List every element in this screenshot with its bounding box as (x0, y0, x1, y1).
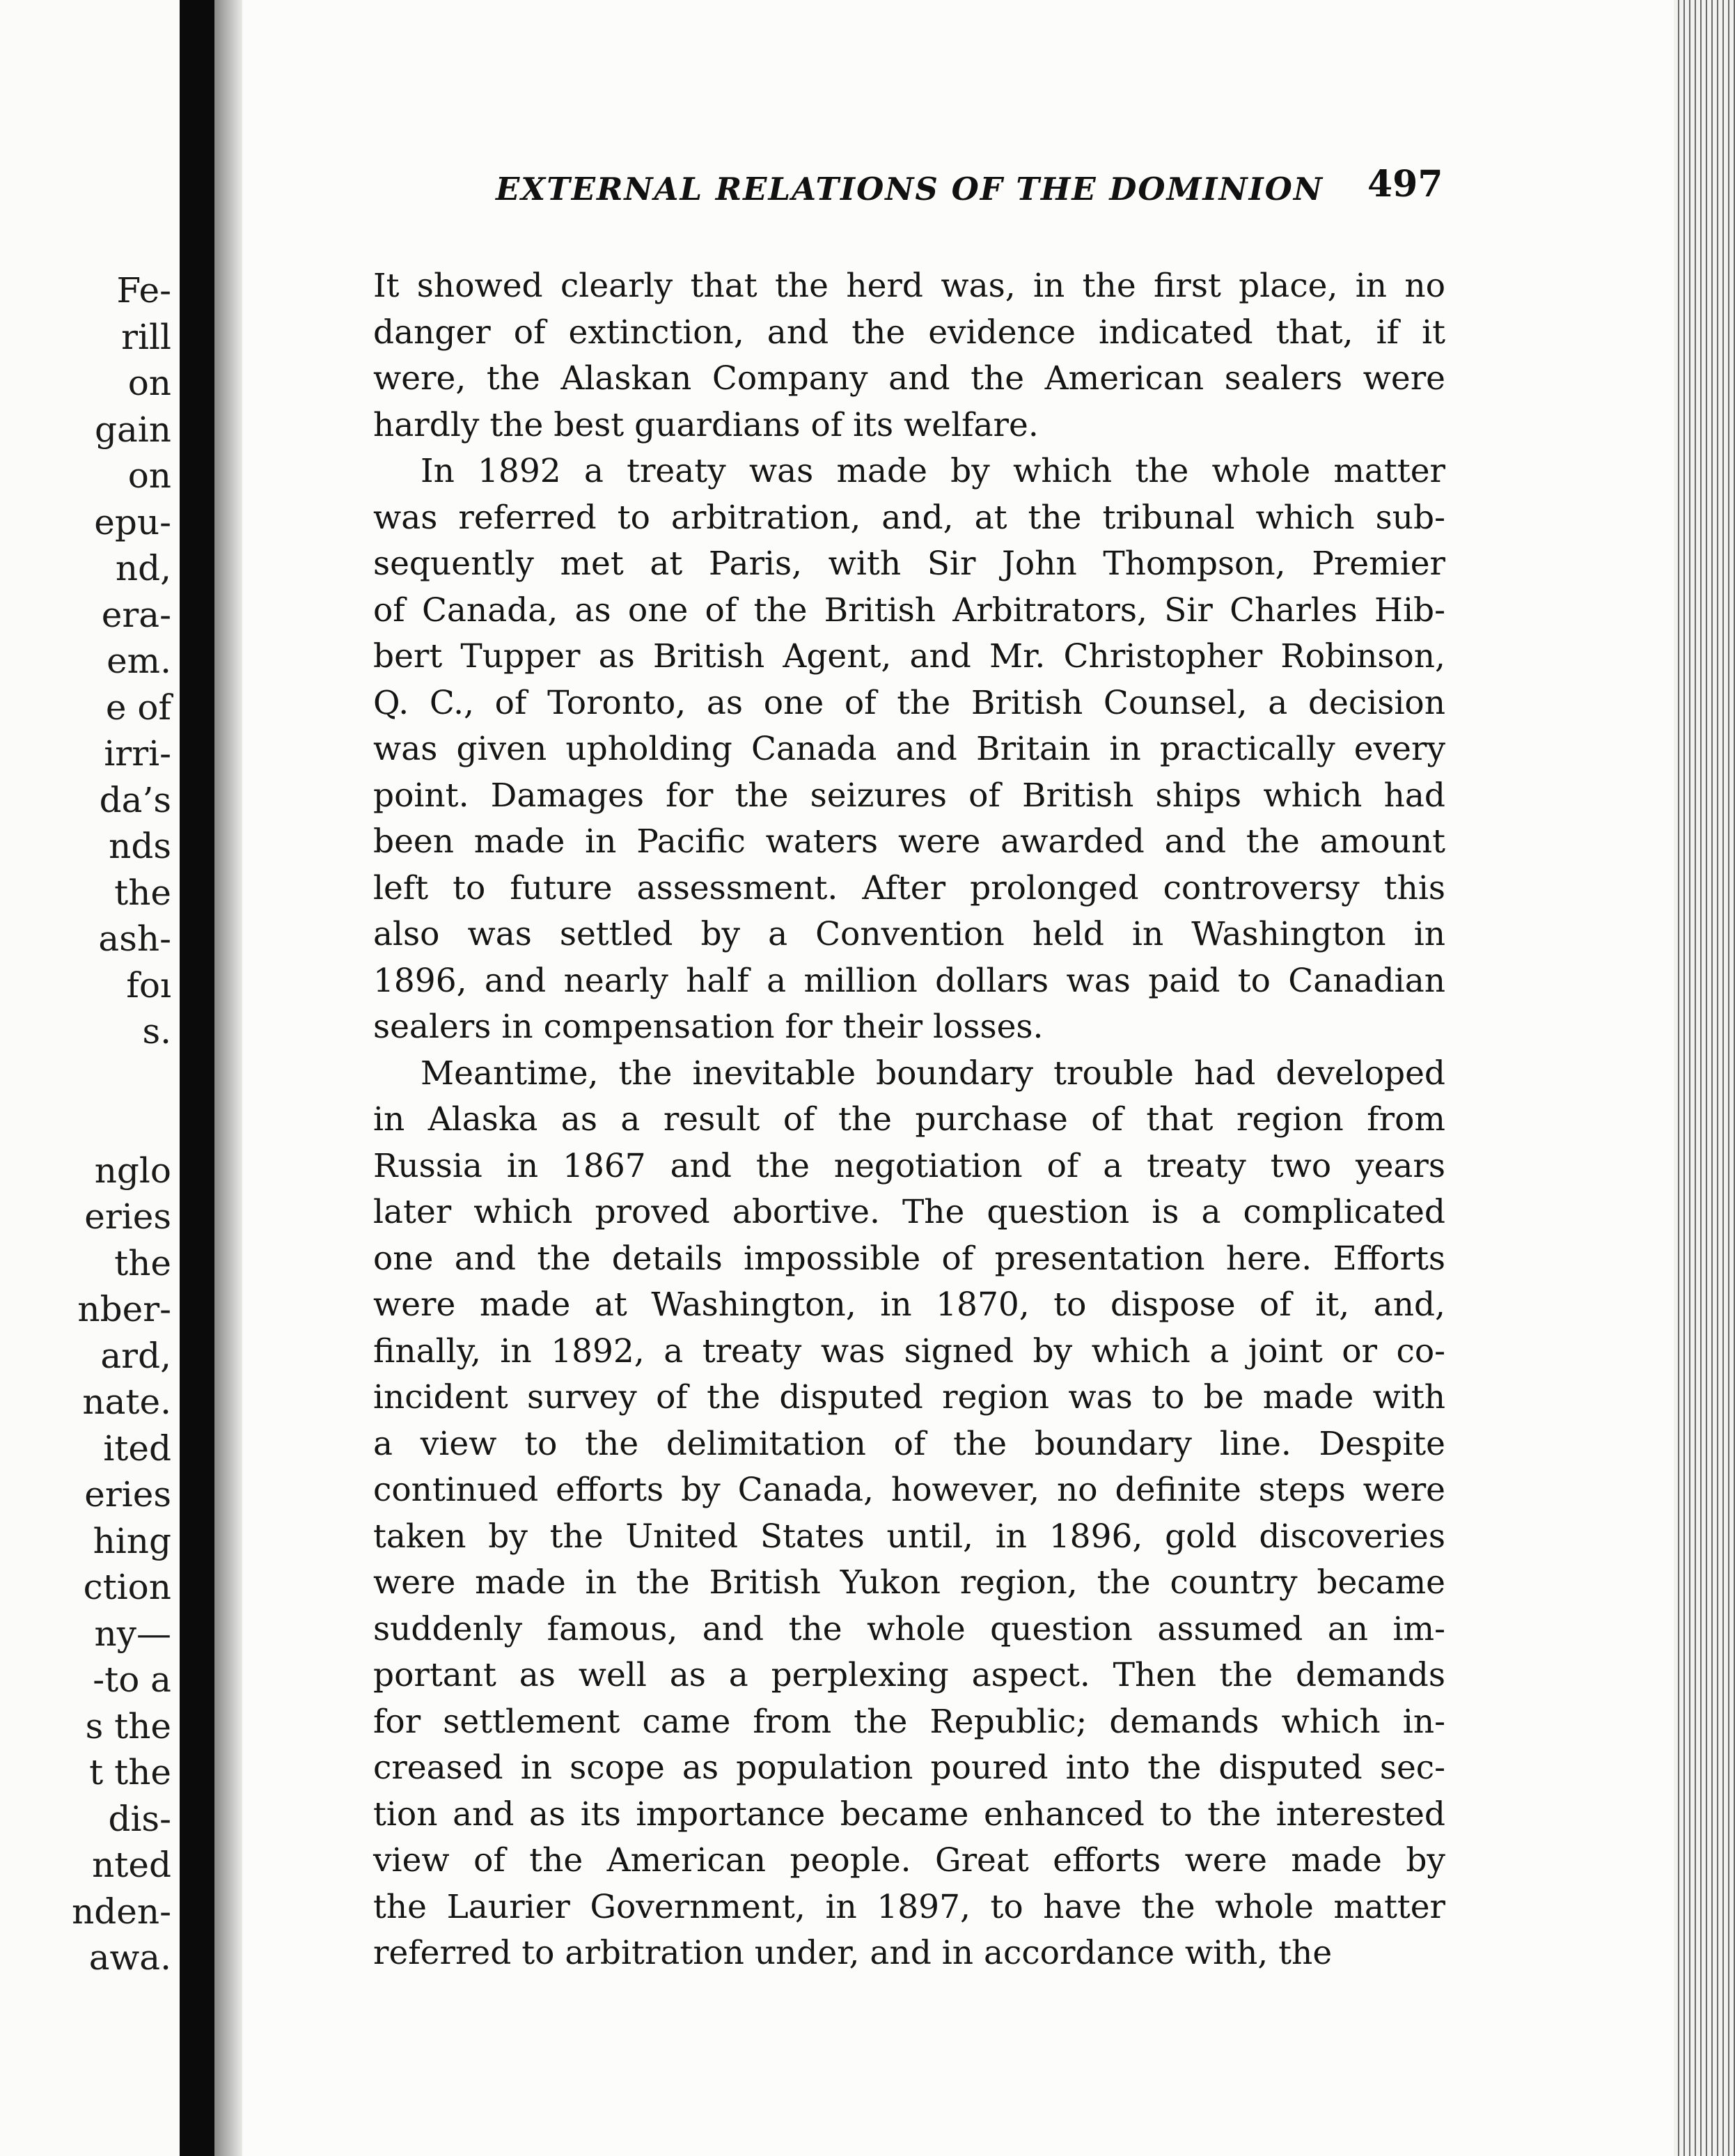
text-line: It showed clearly that the herd was, in the first place, in no (373, 267, 1445, 305)
facing-page-line: eries (84, 1474, 171, 1515)
page-edges (1674, 0, 1735, 2156)
facing-page-line: eries (84, 1196, 171, 1237)
text-line: the Laurier Government, in 1897, to have the whole matter (373, 1887, 1445, 1926)
text-line: one and the details impossible of presentation here. Efforts (373, 1239, 1445, 1278)
facing-page-line: nd, (115, 548, 171, 588)
facing-page-line: -to a (93, 1659, 171, 1700)
text-line: taken by the United States until, in 1896, gold discoveries (373, 1517, 1445, 1556)
facing-page-line: ash- (98, 919, 171, 959)
book-gutter (180, 0, 214, 2156)
facing-page-line: foı (126, 964, 171, 1006)
text-line: sealers in compensation for their losses. (373, 1008, 1044, 1046)
facing-page-line: Fe- (116, 270, 171, 311)
facing-page-line: the (114, 1242, 171, 1283)
running-head: EXTERNAL RELATIONS OF THE DOMINION (496, 171, 1324, 208)
facing-page-line: t the (89, 1752, 171, 1792)
text-line: Meantime, the inevitable boundary trouble had developed (421, 1054, 1445, 1093)
text-line: of Canada, as one of the British Arbitrators, Sir Charles Hib- (373, 591, 1445, 630)
facing-page-line: s the (85, 1705, 171, 1747)
text-line: were made at Washington, in 1870, to dispose of it, and, (373, 1286, 1445, 1324)
facing-page-line: rill (121, 316, 171, 357)
facing-page-text (72, 267, 171, 1981)
text-line: bert Tupper as British Agent, and Mr. Christopher Robinson, (373, 637, 1445, 675)
text-line: referred to arbitration under, and in accordance with, the (373, 1934, 1333, 1972)
text-line: danger of extinction, and the evidence indicated that, if it (373, 313, 1445, 352)
text-line: point. Damages for the seizures of British ships which had (373, 776, 1445, 815)
text-line: finally, in 1892, a treaty was signed by which a joint or co- (373, 1331, 1445, 1370)
facing-page-line: e of (105, 687, 171, 728)
text-line: Q. C., of Toronto, as one of the British Counsel, a decision (373, 683, 1445, 722)
facing-page-line: irri- (104, 733, 171, 774)
facing-page (0, 0, 180, 2156)
facing-page-line: ny— (94, 1613, 171, 1654)
page-number: 497 (1367, 163, 1443, 205)
text-line: a view to the delimitation of the boundary line. Despite (373, 1424, 1445, 1463)
facing-page-line: ction (83, 1567, 171, 1607)
facing-page-line: nglo (94, 1150, 171, 1191)
facing-page-line: nden- (72, 1891, 171, 1932)
text-line: was given upholding Canada and Britain in practically every (373, 730, 1445, 768)
text-line: tion and as its importance became enhanced to the interested (373, 1795, 1445, 1834)
facing-page-line: nber- (77, 1289, 171, 1329)
facing-page-line (72, 1055, 171, 1102)
text-line: sequently met at Paris, with Sir John Thompson, Premier (373, 545, 1445, 583)
facing-page-line: on (127, 363, 171, 403)
text-line: were, the Alaskan Company and the American sealers were (373, 359, 1445, 398)
text-line: 1896, and nearly half a million dollars was paid to Canadian (373, 961, 1445, 1000)
text-line: continued efforts by Canada, however, no definite steps were (373, 1471, 1445, 1509)
facing-page-line: da’s (99, 779, 171, 820)
facing-page-line: the (114, 872, 171, 913)
text-line: also was settled by a Convention held in Washington in (373, 915, 1445, 953)
facing-page-line: nate. (82, 1382, 171, 1422)
text-line: left to future assessment. After prolonged controversy this (373, 868, 1445, 907)
gutter-shadow (214, 0, 242, 2156)
facing-page-line: awa. (88, 1937, 171, 1978)
body-text (373, 263, 1445, 1977)
facing-page-line: ard, (100, 1335, 171, 1376)
paragraph (373, 448, 1445, 1051)
text-line: creased in scope as population poured into the disputed sec- (373, 1749, 1445, 1787)
text-line: portant as well as a perplexing aspect. Then the demands (373, 1656, 1445, 1694)
text-line: later which proved abortive. The question is a complicated (373, 1193, 1445, 1231)
facing-page-line: nds (109, 826, 171, 866)
facing-page-line: nted (92, 1845, 171, 1885)
facing-page-line: era- (101, 594, 171, 635)
text-line: Russia in 1867 and the negotiation of a treaty two years (373, 1146, 1445, 1185)
facing-page-line: s. (142, 1011, 171, 1052)
text-line: for settlement came from the Republic; demands which in- (373, 1702, 1445, 1741)
text-line: been made in Pacific waters were awarded and the amount (373, 822, 1445, 861)
facing-page-line: ited (103, 1428, 171, 1469)
paragraph (373, 1051, 1445, 1977)
text-line: incident survey of the disputed region was to be made with (373, 1378, 1445, 1416)
text-line: in Alaska as a result of the purchase of that region from (373, 1100, 1445, 1139)
text-line: In 1892 a treaty was made by which the whole matter (421, 452, 1445, 490)
facing-page-line: on (127, 455, 171, 496)
facing-page-line: dis- (108, 1798, 171, 1839)
text-line: were made in the British Yukon region, the country became (373, 1563, 1445, 1602)
text-line: suddenly famous, and the whole question assumed an im- (373, 1609, 1445, 1648)
facing-page-line: hing (93, 1520, 171, 1561)
text-line: was referred to arbitration, and, at the tribunal which sub- (373, 498, 1445, 537)
text-line: view of the American people. Great efforts were made by (373, 1841, 1445, 1880)
facing-page-line: epu- (94, 501, 171, 542)
facing-page-line: em. (107, 641, 171, 681)
paragraph (373, 263, 1445, 448)
facing-page-line (72, 1101, 171, 1148)
facing-page-line: gain (94, 409, 171, 450)
text-line: hardly the best guardians of its welfare. (373, 405, 1039, 444)
